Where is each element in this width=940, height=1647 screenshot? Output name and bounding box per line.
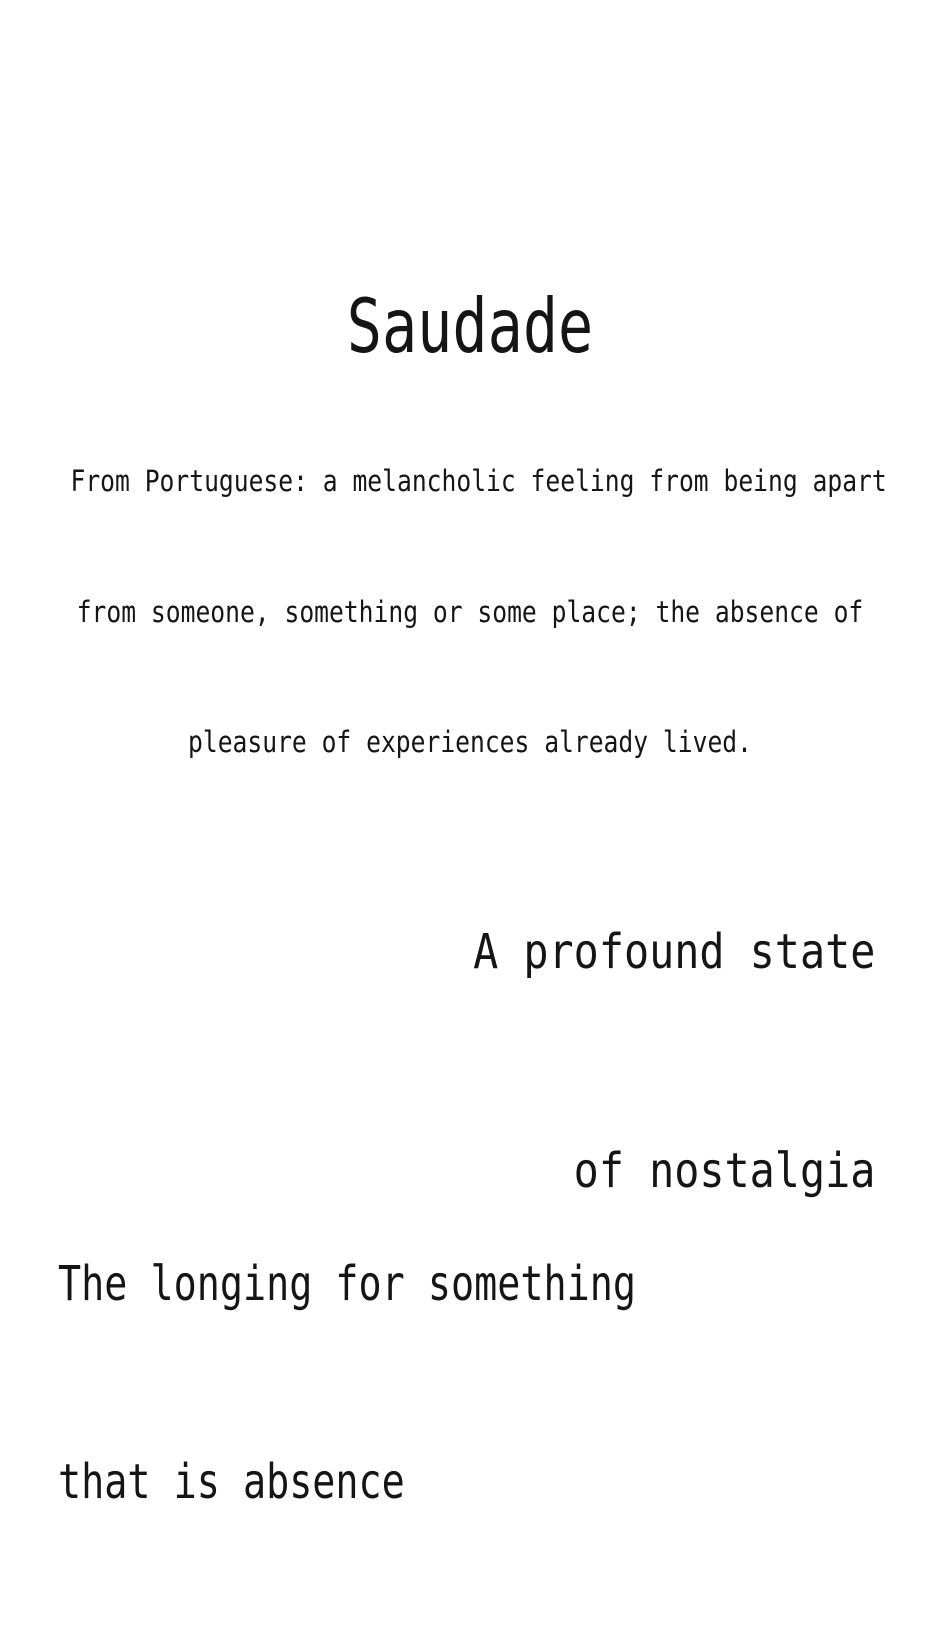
- page-title: Saudade: [346, 282, 594, 370]
- definition-line-1: From Portuguese: a melancholic feeling from being apart: [70, 464, 887, 498]
- nostalgia-quote-line-1: A profound state: [472, 924, 875, 980]
- longing-quote: [58, 1119, 636, 1647]
- nostalgia-quote-line-2: of nostalgia: [573, 1143, 875, 1199]
- longing-quote-line-1: The longing for something: [58, 1256, 636, 1312]
- definition-line-2: from someone, something or some place; the absence of: [76, 594, 864, 629]
- longing-quote-line-2: that is absence: [58, 1454, 405, 1510]
- definition-line-3: pleasure of experiences already lived.: [188, 725, 752, 759]
